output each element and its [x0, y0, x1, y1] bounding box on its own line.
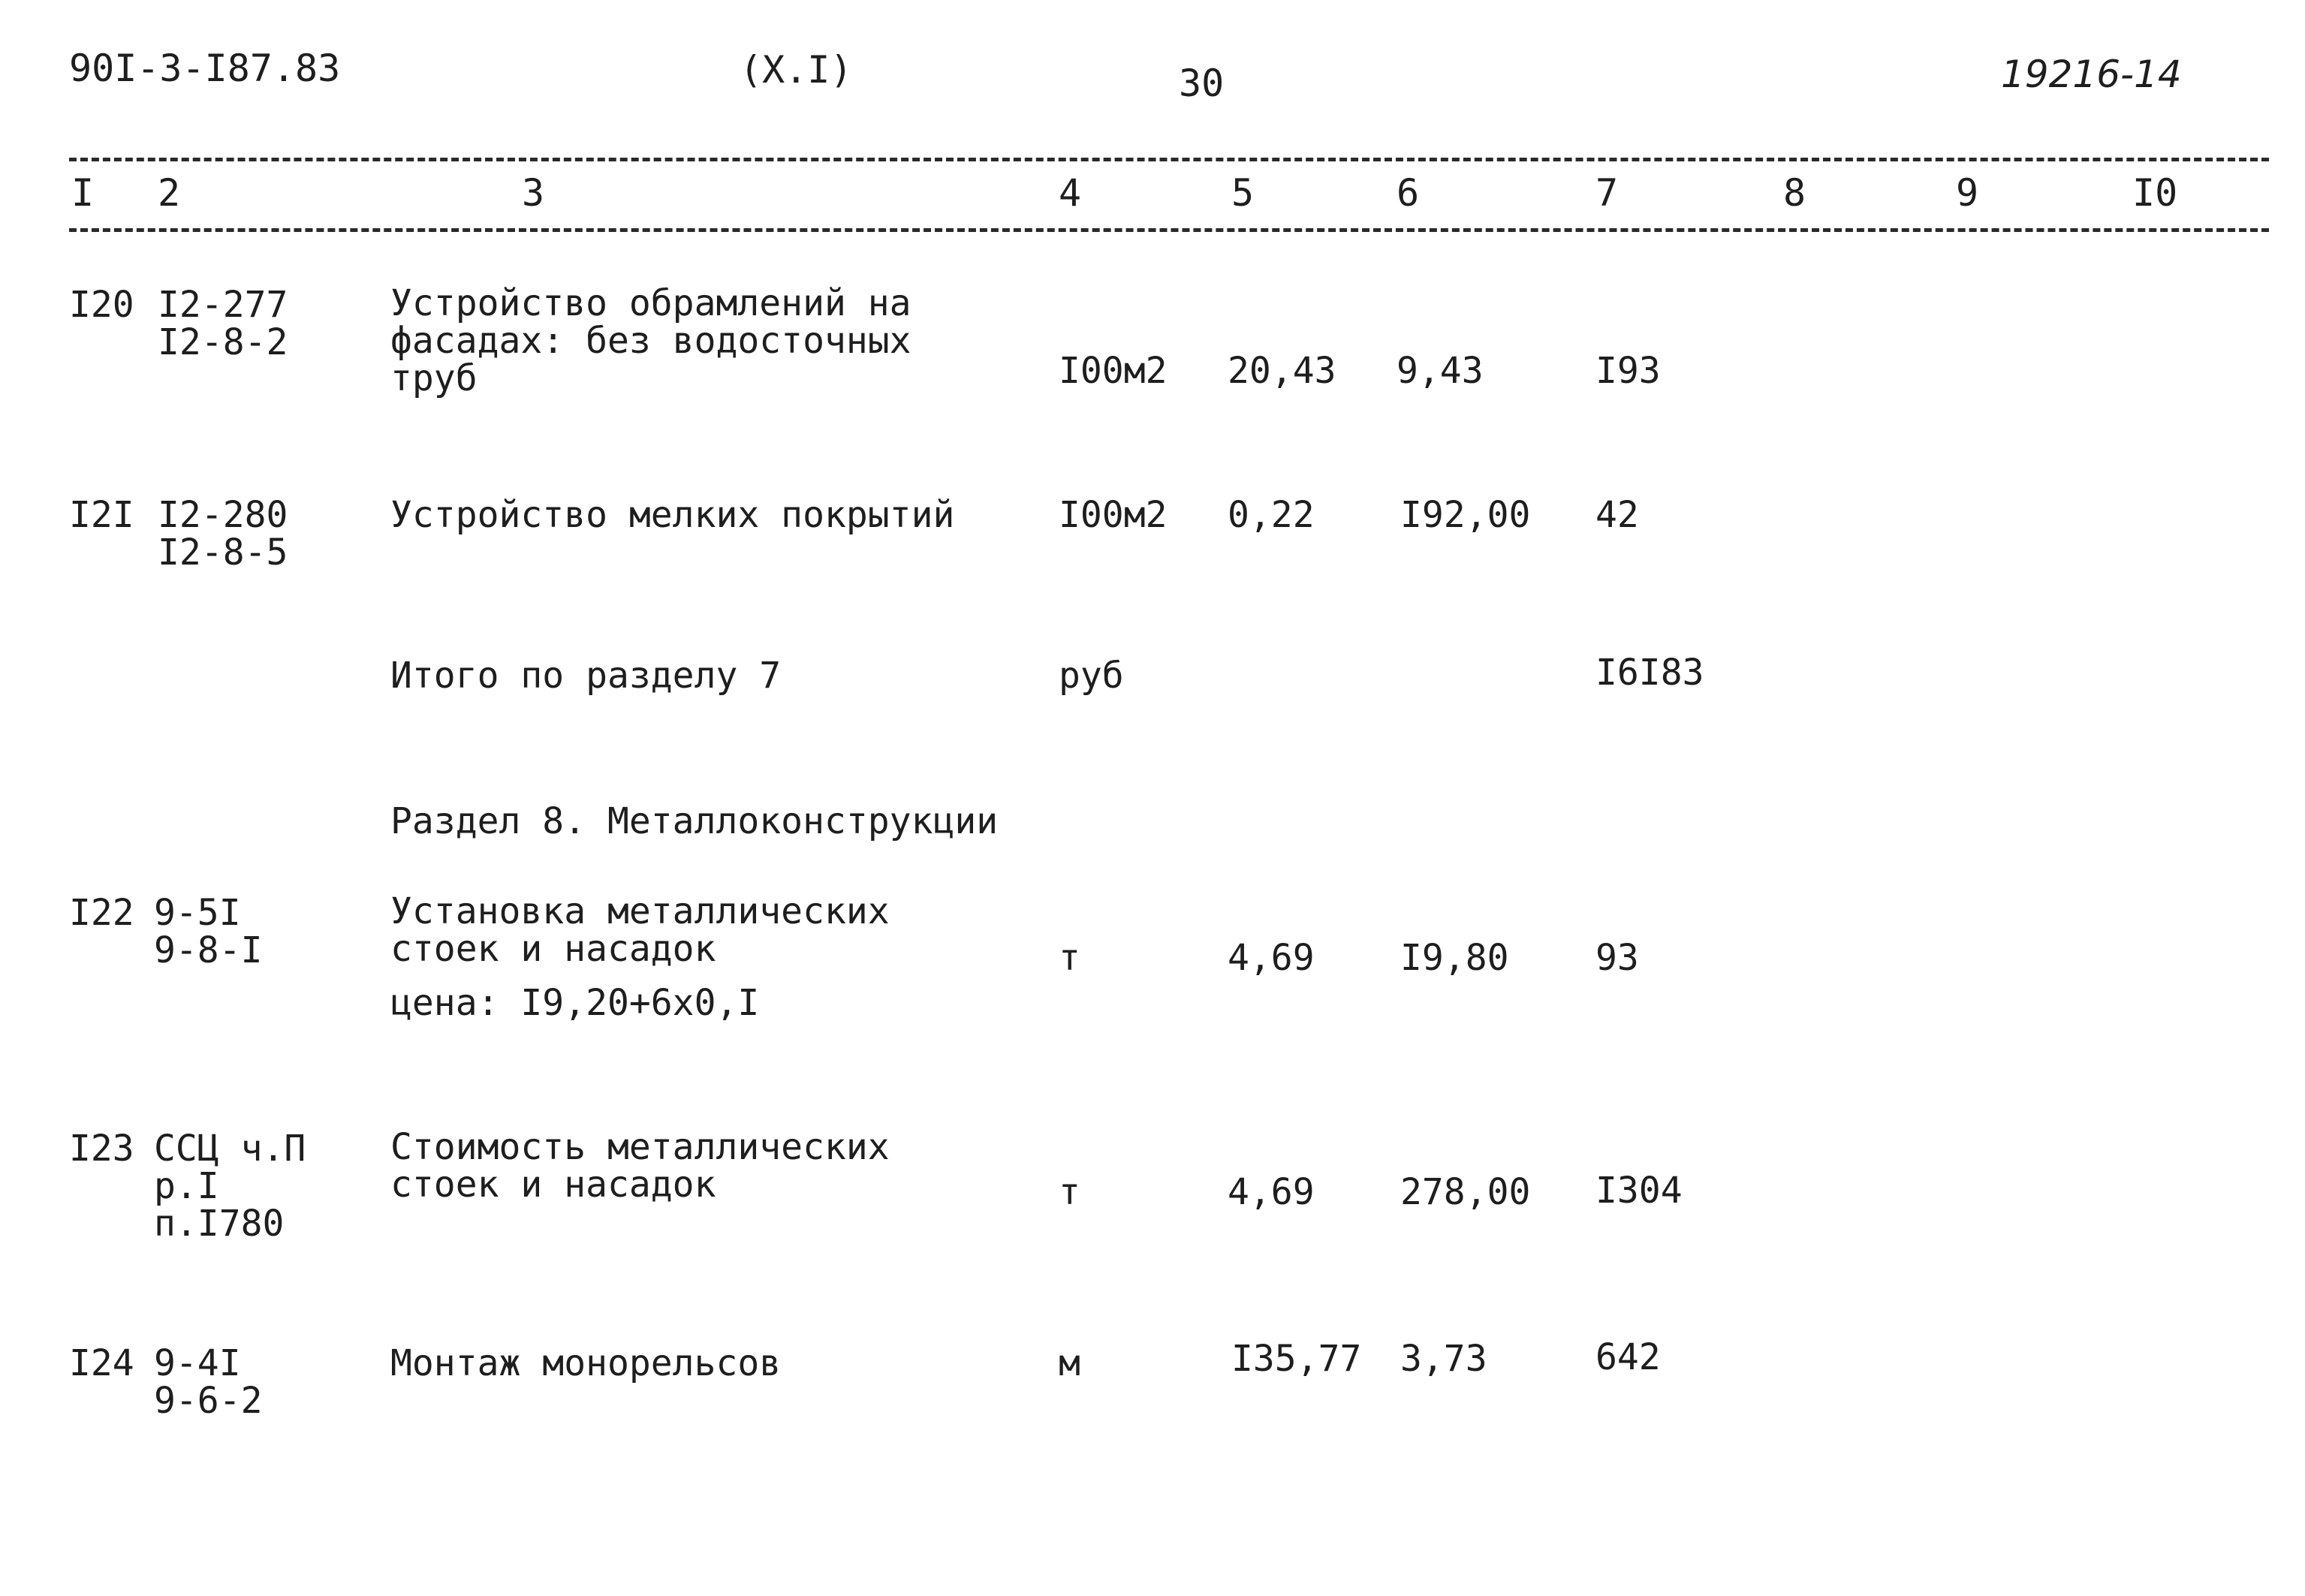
row-number: I20 — [69, 284, 134, 326]
total-cost: I304 — [1595, 1170, 1683, 1212]
column-number-6: 6 — [1397, 171, 1420, 215]
document-code: 90I-3-I87.83 — [69, 47, 341, 90]
total-cost: I93 — [1595, 350, 1661, 392]
norm-code: ССЦ ч.П р.I п.I780 — [154, 1128, 306, 1245]
unit: м — [1059, 1342, 1080, 1384]
norm-code: 9-4I 9-6-2 — [154, 1342, 263, 1422]
page-number: 30 — [1179, 62, 1225, 105]
archive-number: 19216-14 — [2001, 53, 2182, 96]
quantity: 4,69 — [1228, 937, 1315, 979]
work-name: Стоимость металлических стоек и насадок — [390, 1126, 890, 1206]
row-number: I24 — [69, 1342, 134, 1384]
unit-price: 3,73 — [1400, 1338, 1487, 1380]
column-number-3: 3 — [522, 171, 545, 215]
column-number-4: 4 — [1059, 171, 1082, 215]
unit: I00м2 — [1059, 494, 1168, 536]
norm-code: I2-277 I2-8-2 — [158, 284, 288, 363]
column-number-9: 9 — [1956, 171, 1979, 215]
total-cost: 642 — [1595, 1336, 1661, 1378]
unit: т — [1059, 937, 1080, 979]
work-name: Устройство обрамлений на фасадах: без водосточных труб — [390, 282, 911, 399]
header-rule-bottom — [69, 228, 2269, 232]
unit-price: I9,80 — [1400, 937, 1509, 979]
quantity: 0,22 — [1228, 494, 1315, 536]
unit: I00м2 — [1059, 350, 1168, 392]
section-heading: Раздел 8. Металлоконструкции — [390, 800, 999, 842]
row-number: I22 — [69, 892, 134, 934]
unit-price: 278,00 — [1400, 1171, 1531, 1213]
column-number-8: 8 — [1783, 171, 1806, 215]
quantity: I35,77 — [1231, 1338, 1362, 1380]
quantity: 20,43 — [1228, 350, 1336, 392]
section-total-value: I6I83 — [1595, 652, 1704, 694]
work-name: Монтаж монорельсов — [390, 1342, 782, 1384]
total-cost: 42 — [1595, 494, 1639, 536]
norm-code: 9-5I 9-8-I — [154, 892, 263, 971]
total-cost: 93 — [1595, 937, 1639, 979]
section-total-label: Итого по разделу 7 — [390, 655, 782, 697]
norm-code: I2-280 I2-8-5 — [158, 494, 288, 574]
unit: руб — [1059, 655, 1124, 697]
row-number: I2I — [69, 494, 134, 536]
price-note: цена: I9,20+6х0,I — [390, 982, 760, 1024]
work-name: Устройство мелких покрытий — [390, 494, 955, 536]
unit-price: I92,00 — [1400, 494, 1531, 536]
column-number-10: I0 — [2132, 171, 2178, 215]
section-reference: (X.I) — [740, 48, 853, 92]
unit-price: 9,43 — [1397, 350, 1484, 392]
work-name: Установка металлических стоек и насадок — [390, 890, 890, 970]
column-number-7: 7 — [1595, 171, 1619, 215]
column-number-5: 5 — [1231, 171, 1255, 215]
unit: т — [1059, 1171, 1080, 1213]
column-number-1: I — [71, 171, 95, 215]
quantity: 4,69 — [1228, 1171, 1315, 1213]
column-number-2: 2 — [158, 171, 181, 215]
row-number: I23 — [69, 1128, 134, 1170]
header-rule-top — [69, 158, 2269, 161]
